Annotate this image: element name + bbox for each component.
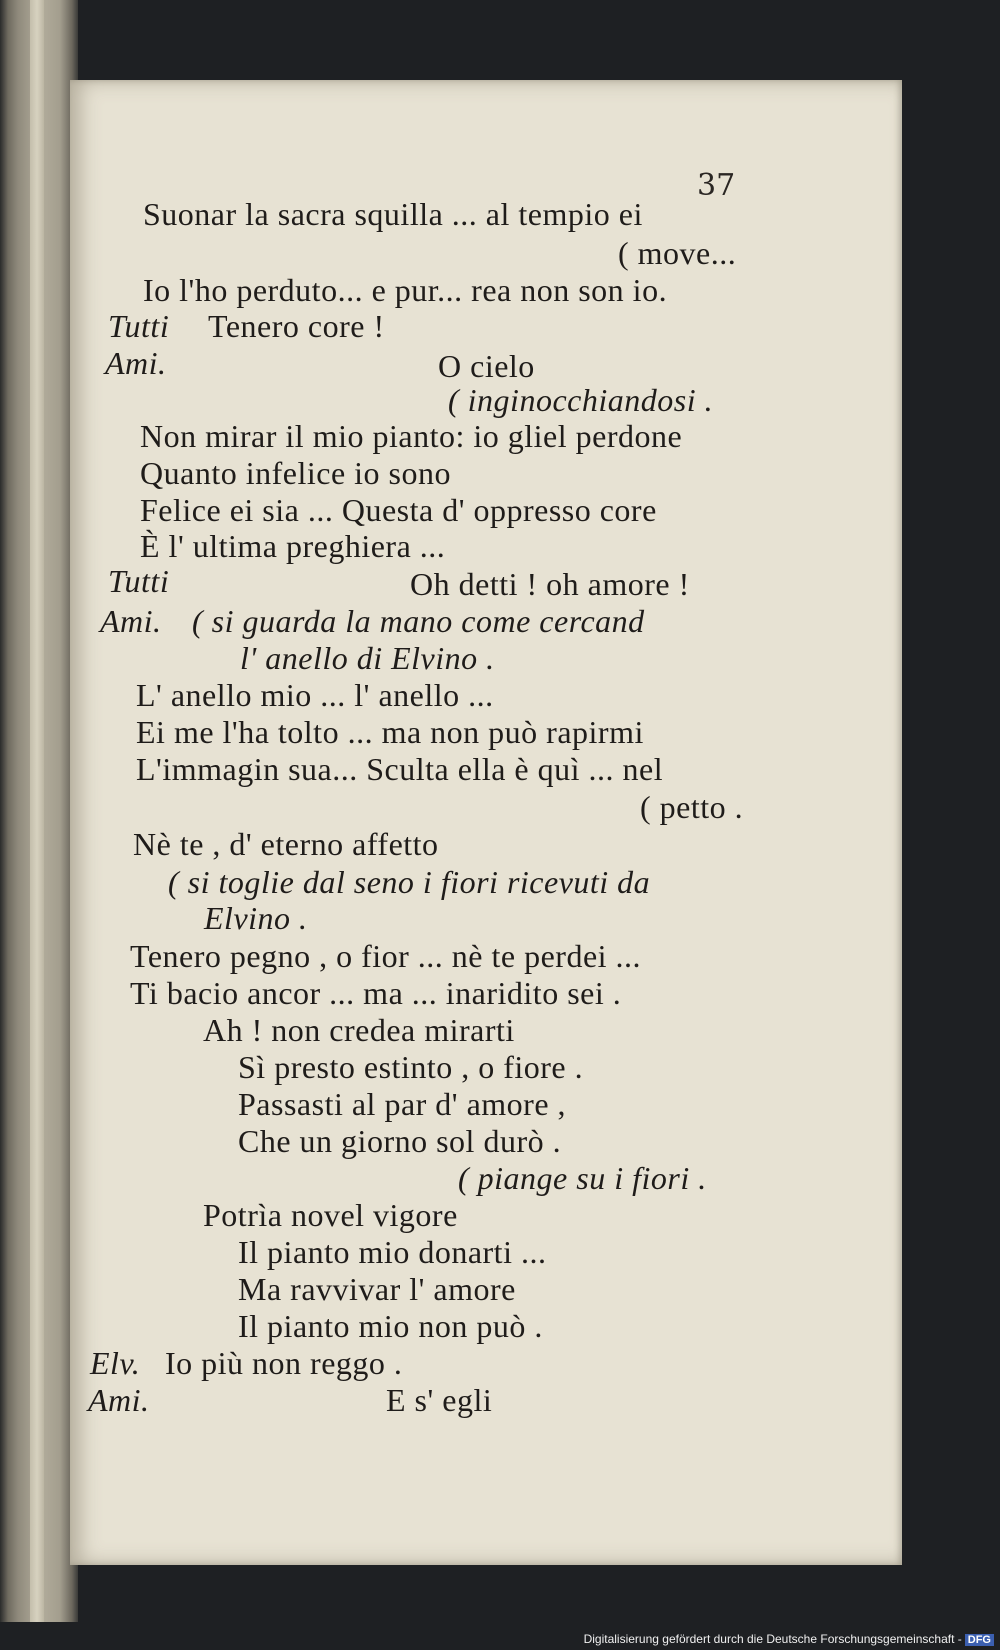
text-line: Non mirar il mio pianto: io gliel perdone <box>140 418 683 454</box>
stage-direction: ( si guarda la mano come cercand <box>192 603 645 639</box>
text-line: ( petto . <box>640 789 744 825</box>
speaker-label: Tutti <box>108 563 170 599</box>
text-line: Il pianto mio non può . <box>238 1308 543 1344</box>
digitization-credit <box>584 1632 994 1646</box>
text-line: Tenero pegno , o fior ... nè te perdei ... <box>130 938 642 974</box>
text-line: Suonar la sacra squilla ... al tempio ei <box>143 196 643 232</box>
text-line: ( move... <box>618 235 737 271</box>
stage-direction: Elvino . <box>204 900 308 936</box>
credit-text: Digitalisierung gefördert durch die Deutsche Forschungsgemeinschaft - <box>583 1632 962 1646</box>
text-line: È l' ultima preghiera ... <box>140 528 446 564</box>
speaker-label: Ami. <box>88 1382 150 1418</box>
text-line: E s' egli <box>386 1382 493 1418</box>
speaker-label: Ami. <box>105 345 167 381</box>
speaker-label: Elv. <box>90 1345 141 1381</box>
text-line: Tenero core ! <box>208 308 385 344</box>
text-line: Ah ! non credea mirarti <box>203 1012 515 1048</box>
text-line: Quanto infelice io sono <box>140 455 451 491</box>
text-line: L'immagin sua... Sculta ella è quì ... nel <box>136 751 664 787</box>
text-line: Ma ravvivar l' amore <box>238 1271 516 1307</box>
text-line: O cielo <box>438 348 535 384</box>
text-line: Io più non reggo . <box>165 1345 403 1381</box>
text-line: Ti bacio ancor ... ma ... inaridito sei . <box>130 975 622 1011</box>
text-line: Nè te , d' eterno affetto <box>133 826 439 862</box>
text-line: Il pianto mio donarti ... <box>238 1234 547 1270</box>
stage-direction: l' anello di Elvino . <box>240 640 495 676</box>
text-line: Che un giorno sol durò . <box>238 1123 562 1159</box>
stage-direction: ( si toglie dal seno i fiori ricevuti da <box>168 864 651 900</box>
text-line: Sì presto estinto , o fiore . <box>238 1049 584 1085</box>
speaker-label: Ami. <box>100 603 162 639</box>
text-line: Io l'ho perduto... e pur... rea non son io. <box>143 272 668 308</box>
text-line: L' anello mio ... l' anello ... <box>136 677 494 713</box>
text-line: Felice ei sia ... Questa d' oppresso core <box>140 492 657 528</box>
stage-direction: ( piange su i fiori . <box>458 1160 707 1196</box>
text-line: Passasti al par d' amore , <box>238 1086 567 1122</box>
text-line: Potrìa novel vigore <box>203 1197 458 1233</box>
dfg-logo: DFG <box>965 1634 994 1646</box>
text-line: Ei me l'ha tolto ... ma non può rapirmi <box>136 714 644 750</box>
stage-direction: ( inginocchiandosi . <box>448 382 714 418</box>
text-line: Oh detti ! oh amore ! <box>410 566 690 602</box>
facing-page-edge <box>30 0 44 1622</box>
speaker-label: Tutti <box>108 308 170 344</box>
page-number: 37 <box>697 168 736 203</box>
